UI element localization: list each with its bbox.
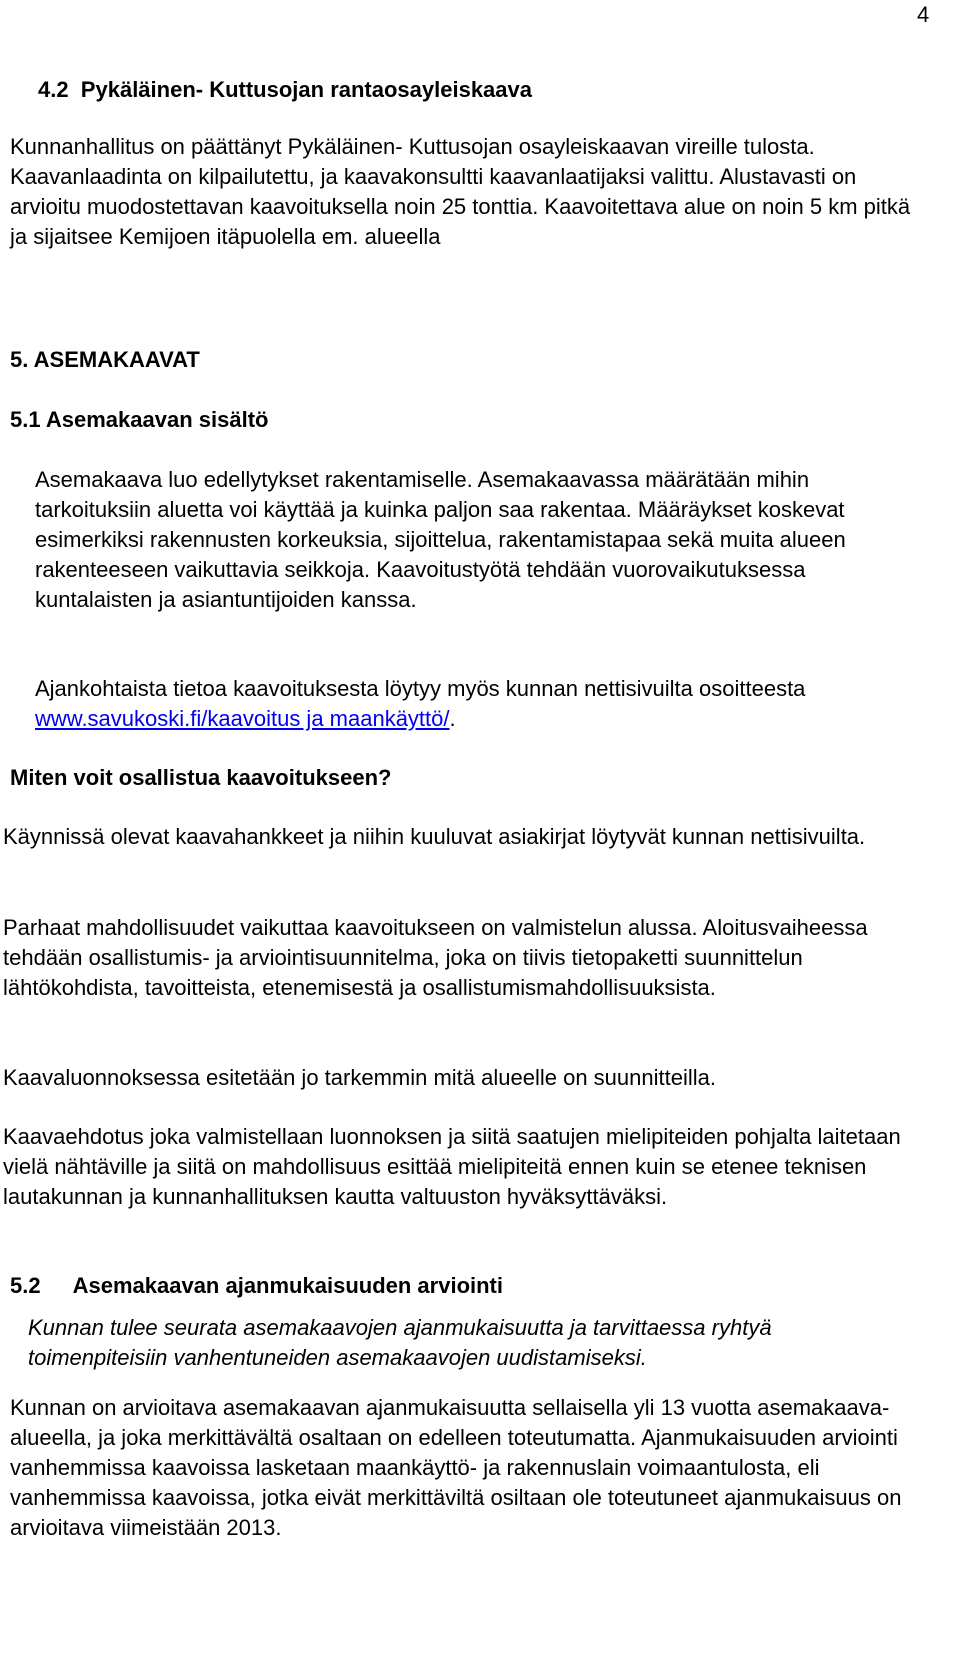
participation-paragraph-2: Parhaat mahdollisuudet vaikuttaa kaavoitukseen on valmistelun alussa. Aloitusvaiheessa tehdään osallistumis- ja arviointisuunnitelma, joka on tiivis tietopaketti suunnittelun lähtökohdista, tavoitteista, etenemisestä ja osallistumismahdollisuuksista. xyxy=(3,915,868,1000)
section-5-2-title: Asemakaavan ajanmukaisuuden arviointi xyxy=(72,1273,503,1298)
participation-paragraph-3: Kaavaluonnoksessa esitetään jo tarkemmin mitä alueelle on suunnitteilla. xyxy=(3,1065,716,1090)
participation-heading: Miten voit osallistua kaavoitukseen? xyxy=(10,765,392,790)
section-heading-4-2: 4.2 Pykäläinen- Kuttusojan rantaosayleiskaava xyxy=(38,77,533,102)
kaavoitus-website-link[interactable]: www.savukoski.fi/kaavoitus ja maankäyttö/ xyxy=(35,706,450,731)
section-5-2-number: 5.2 xyxy=(10,1273,41,1298)
paragraph-4-2: Kunnanhallitus on päättänyt Pykäläinen- Kuttusojan osayleiskaavan vireille tulosta. Kaavanlaadinta on kilpailutettu, ja kaavakonsultti kaavanlaatijaksi valittu. Alustavasti on arvioitu muodostettavan kaavoituksella noin 25 tonttia. Kaavoitettava alue on noin 5 km pitkä ja sijaitsee Kemijoen itäpuolella em. alueella xyxy=(10,134,911,249)
website-text-prefix: Ajankohtaista tietoa kaavoituksesta löytyy myös kunnan nettisivuilta osoitteesta xyxy=(35,676,806,701)
section-heading-5-2 xyxy=(10,1272,503,1300)
paragraph-5-1-content: Asemakaava luo edellytykset rakentamiselle. Asemakaavassa määrätään mihin tarkoituksiin aluetta voi käyttää ja kuinka paljon saa rakentaa. Määräykset koskevat esimerkiksi rakennusten korkeuksia, sijoittelua, rakentamistapaa sekä muita alueen rakenteeseen vaikuttavia seikkoja. Kaavoitustyötä tehdään vuorovaikutuksessa kuntalaisten ja asiantuntijoiden kanssa. xyxy=(35,467,846,612)
participation-paragraph-1: Käynnissä olevat kaavahankkeet ja niihin kuuluvat asiakirjat löytyvät kunnan nettisivuilta. xyxy=(3,824,866,849)
section-heading-5: 5. ASEMAKAAVAT xyxy=(10,347,200,372)
section-5-2-italic-paragraph: Kunnan tulee seurata asemakaavojen ajanmukaisuutta ja tarvittaessa ryhtyä toimenpiteisiin vanhentuneiden asemakaavojen uudistamiseksi. xyxy=(28,1315,772,1370)
page-number: 4 xyxy=(917,2,930,27)
paragraph-5-1-website xyxy=(35,674,915,734)
website-text-suffix: . xyxy=(449,706,456,731)
section-5-2-paragraph: Kunnan on arvioitava asemakaavan ajanmukaisuutta sellaisella yli 13 vuotta asemakaava-alueella, ja joka merkittävältä osaltaan on edelleen toteutumatta. Ajanmukaisuuden arviointi vanhemmissa kaavoissa lasketaan maankäyttö- ja rakennuslain voimaantulosta, eli vanhemmissa kaavoissa, jotka eivät merkittäviltä osiltaan ole toteutuneet ajanmukaisuus on arvioitava viimeistään 2013. xyxy=(10,1395,902,1540)
participation-paragraph-4: Kaavaehdotus joka valmistellaan luonnoksen ja siitä saatujen mielipiteiden pohjalta laitetaan vielä nähtäville ja siitä on mahdollisuus esittää mielipiteitä ennen kuin se etenee teknisen lautakunnan ja kunnanhallituksen kautta valtuuston hyväksyttäväksi. xyxy=(3,1124,901,1209)
section-heading-5-1: 5.1 Asemakaavan sisältö xyxy=(10,407,269,432)
